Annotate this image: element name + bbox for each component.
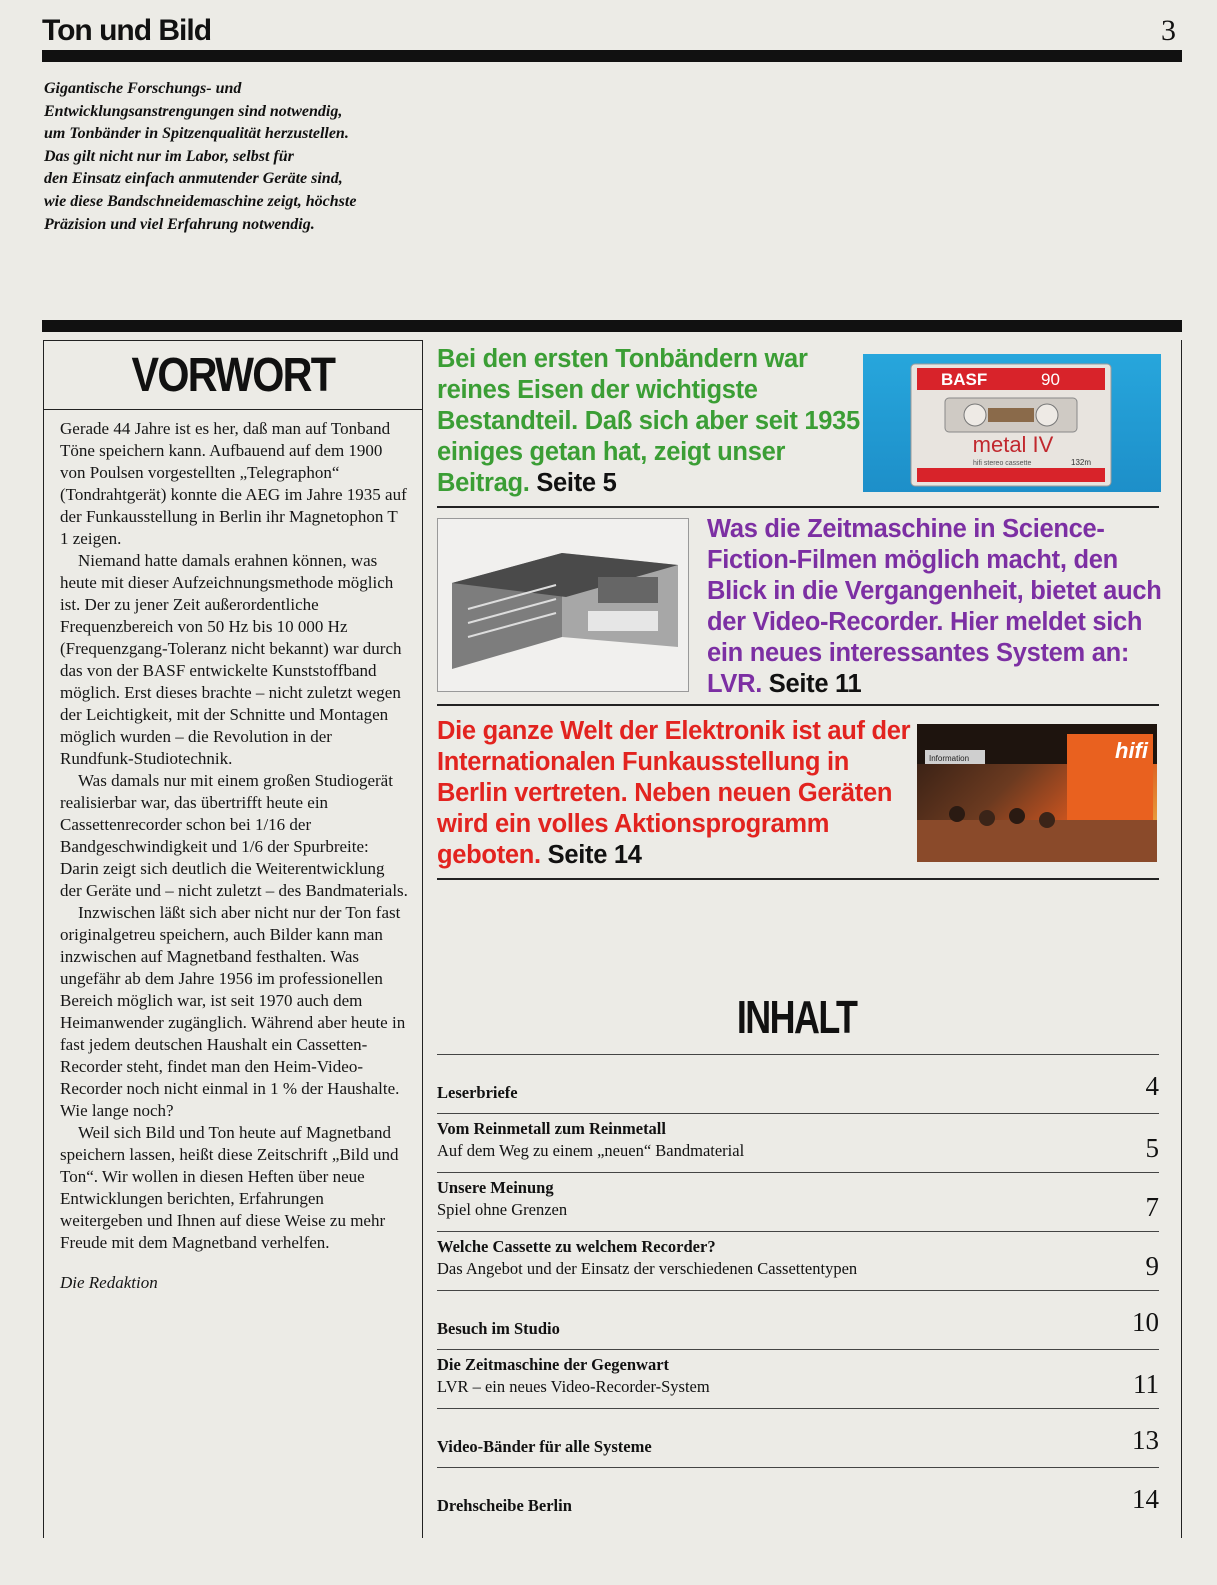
toc-entry-subtitle: LVR – ein neues Video-Recorder-System (437, 1377, 710, 1396)
toc-entry-title: Video-Bänder für alle Systeme (437, 1437, 652, 1456)
section-rule (42, 320, 1182, 332)
toc-entry-title: Leserbriefe (437, 1083, 518, 1102)
toc-entry[interactable] (437, 1172, 1159, 1231)
contents-column (423, 340, 1182, 1538)
vorwort-paragraph: Inzwischen läßt sich aber nicht nur der Ton fast originalgetreu speichern, auch Bilder kann man inzwischen auf Magnetband festhalten. Was ungefähr ab dem Jahre 1956 im professionellen Bereich möglich war, ist seit 1970 auch dem Heimanwender zugänglich. Während aber heute in fast jedem deutschen Haushalt ein Cassetten-Recorder steht, findet man den Heim-Video-Recorder noch nicht einmal in 1 % der Haushalte. Wie lange noch? (60, 903, 406, 1120)
toc-entry-title: Die Zeitmaschine der Gegenwart (437, 1355, 670, 1374)
vorwort-paragraph: Weil sich Bild und Ton heute auf Magnetband speichern lassen, heißt diese Zeitschrift „Bild und Ton“. Wir wollen in diesen Heften über neue Entwicklungen berichten, Erfahrungen weitergeben und Ihnen auf diese Weise zu mehr Freude mit dem Magnetband verhelfen. (60, 1123, 399, 1252)
exhibition-illustration (917, 724, 1157, 862)
feature-text: Bei den ersten Tonbändern war reines Eisen der wichtigste Bestandteil. Daß sich aber seit 1935 einiges getan hat, zeigt unser Beitrag. (437, 345, 860, 497)
exhibition-brand: hifi (1115, 738, 1148, 763)
toc-entry-title: Besuch im Studio (437, 1319, 560, 1338)
intro-line: den Einsatz einfach anmutender Geräte sind, (44, 170, 343, 188)
feature-teaser-2 (707, 514, 1177, 700)
toc-entry[interactable] (437, 1113, 1159, 1172)
cassette-model: metal IV (972, 432, 1054, 457)
toc-entry-page: 9 (1145, 1251, 1159, 1281)
recorder-illustration (438, 519, 689, 692)
vorwort-heading: VORWORT (131, 348, 335, 402)
cassette-brand: BASF (941, 370, 988, 389)
vorwort-signature: Die Redaktion (60, 1273, 158, 1292)
toc-entry-subtitle: Auf dem Weg zu einem „neuen“ Bandmaterial (437, 1141, 745, 1160)
intro-line: um Tonbänder in Spitzenqualität herzustellen. (44, 125, 349, 143)
page-number: 3 (1161, 14, 1176, 47)
toc-entry[interactable] (437, 1054, 1159, 1113)
exhibition-sign: Information (929, 754, 970, 763)
toc-entry-subtitle: Spiel ohne Grenzen (437, 1200, 568, 1219)
cassette-length: 132m (1071, 458, 1092, 467)
toc-entry-title: Drehscheibe Berlin (437, 1496, 572, 1515)
toc-entry[interactable] (437, 1467, 1159, 1526)
toc-entry[interactable] (437, 1290, 1159, 1349)
intro-line: Präzision und viel Erfahrung notwendig. (44, 215, 315, 233)
feature-page-ref: Seite 5 (536, 469, 617, 497)
feature-separator (437, 878, 1159, 880)
feature-teaser-1 (437, 344, 867, 499)
toc-entry[interactable] (437, 1408, 1159, 1467)
vorwort-paragraph: Was damals nur mit einem großen Studiogerät realisierbar war, das übertrifft heute ein Cassettenrecorder schon bei 1/16 der Bandgeschwindigkeit und 1/6 der Spurbreite: Darin zeigt sich deutlich die Weiterentwicklung der Geräte und – nicht zuletzt – des Bandmaterials. (60, 771, 408, 900)
feature-separator (437, 506, 1159, 508)
feature-text: Was die Zeitmaschine in Science-Fiction-Filmen möglich macht, den Blick in die Vergangenheit, bietet auch der Video-Recorder. Hier meldet sich ein neues interessantes System an: LVR. (707, 515, 1162, 698)
toc-entry-page: 7 (1145, 1192, 1159, 1222)
feature-text: Die ganze Welt der Elektronik ist auf der Internationalen Funkausstellung in Berlin vertreten. Neben neuen Geräten wird ein volles Aktionsprogramm geboten. (437, 717, 911, 869)
toc-entry-title: Vom Reinmetall zum Reinmetall (437, 1119, 666, 1138)
vorwort-heading-box (44, 340, 422, 410)
exhibition-photo (917, 724, 1157, 862)
intro-line: wie diese Bandschneidemaschine zeigt, höchste (44, 192, 357, 210)
toc-entry-page: 10 (1132, 1307, 1159, 1337)
toc-entry-page: 4 (1145, 1071, 1159, 1101)
masthead (42, 8, 1182, 48)
toc-entry-title: Welche Cassette zu welchem Recorder? (437, 1237, 716, 1256)
intro-line: Gigantische Forschungs- und (44, 80, 242, 97)
toc-entry[interactable] (437, 1349, 1159, 1408)
toc-entry-title: Unsere Meinung (437, 1178, 554, 1197)
feature-separator (437, 704, 1159, 706)
video-recorder-photo (437, 518, 689, 692)
intro-caption (44, 78, 444, 236)
cassette-photo (863, 354, 1161, 492)
toc-entry[interactable] (437, 1231, 1159, 1290)
toc-entry-page: 14 (1132, 1484, 1159, 1514)
inhalt-heading-box (437, 990, 1157, 1044)
toc-entry-page: 11 (1133, 1369, 1159, 1399)
table-of-contents (437, 1054, 1159, 1526)
feature-page-ref: Seite 14 (547, 841, 642, 869)
inhalt-heading: INHALT (737, 991, 857, 1043)
toc-entry-page: 5 (1145, 1133, 1159, 1163)
cassette-illustration (863, 354, 1161, 492)
toc-entry-subtitle: Das Angebot und der Einsatz der verschiedenen Cassettentypen (437, 1259, 858, 1278)
cassette-type: 90 (1041, 370, 1060, 389)
vorwort-paragraph: Niemand hatte damals erahnen können, was heute mit dieser Aufzeichnungsmethode möglich ist. Der zu jener Zeit außerordentliche Frequenzbereich von 50 Hz bis 10 000 Hz (Frequenzgang-Toleranz nicht bekannt) war durch das von der BASF entwickelte Kunststoffband möglich. Erst dieses brachte – nicht zuletzt wegen der Leichtigkeit, mit der Schnitte und Montagen möglich wurden – die Revolution in der Rundfunk-Studiotechnik. (60, 551, 402, 768)
cassette-sub: hifi stereo cassette (973, 460, 1032, 467)
vorwort-paragraph: Gerade 44 Jahre ist es her, daß man auf Tonband Töne speichern kann. Aufbauend auf dem 1900 von Poulsen vorgestellten „Telegraphon“ (Tondrahtgerät) konnte die AEG im Jahre 1935 auf der Funkausstellung in Berlin ihr Magnetophon T 1 zeigen. (60, 419, 407, 548)
vorwort-body (44, 410, 422, 1294)
magazine-title: Ton und Bild (42, 14, 212, 47)
feature-teaser-3 (437, 716, 917, 871)
toc-entry-page: 13 (1132, 1425, 1159, 1455)
intro-line: Entwicklungsanstrengungen sind notwendig, (44, 102, 343, 120)
feature-page-ref: Seite 11 (768, 670, 862, 698)
top-rule (42, 50, 1182, 62)
intro-line: Das gilt nicht nur im Labor, selbst für (44, 147, 294, 165)
vorwort-column (43, 340, 423, 1538)
